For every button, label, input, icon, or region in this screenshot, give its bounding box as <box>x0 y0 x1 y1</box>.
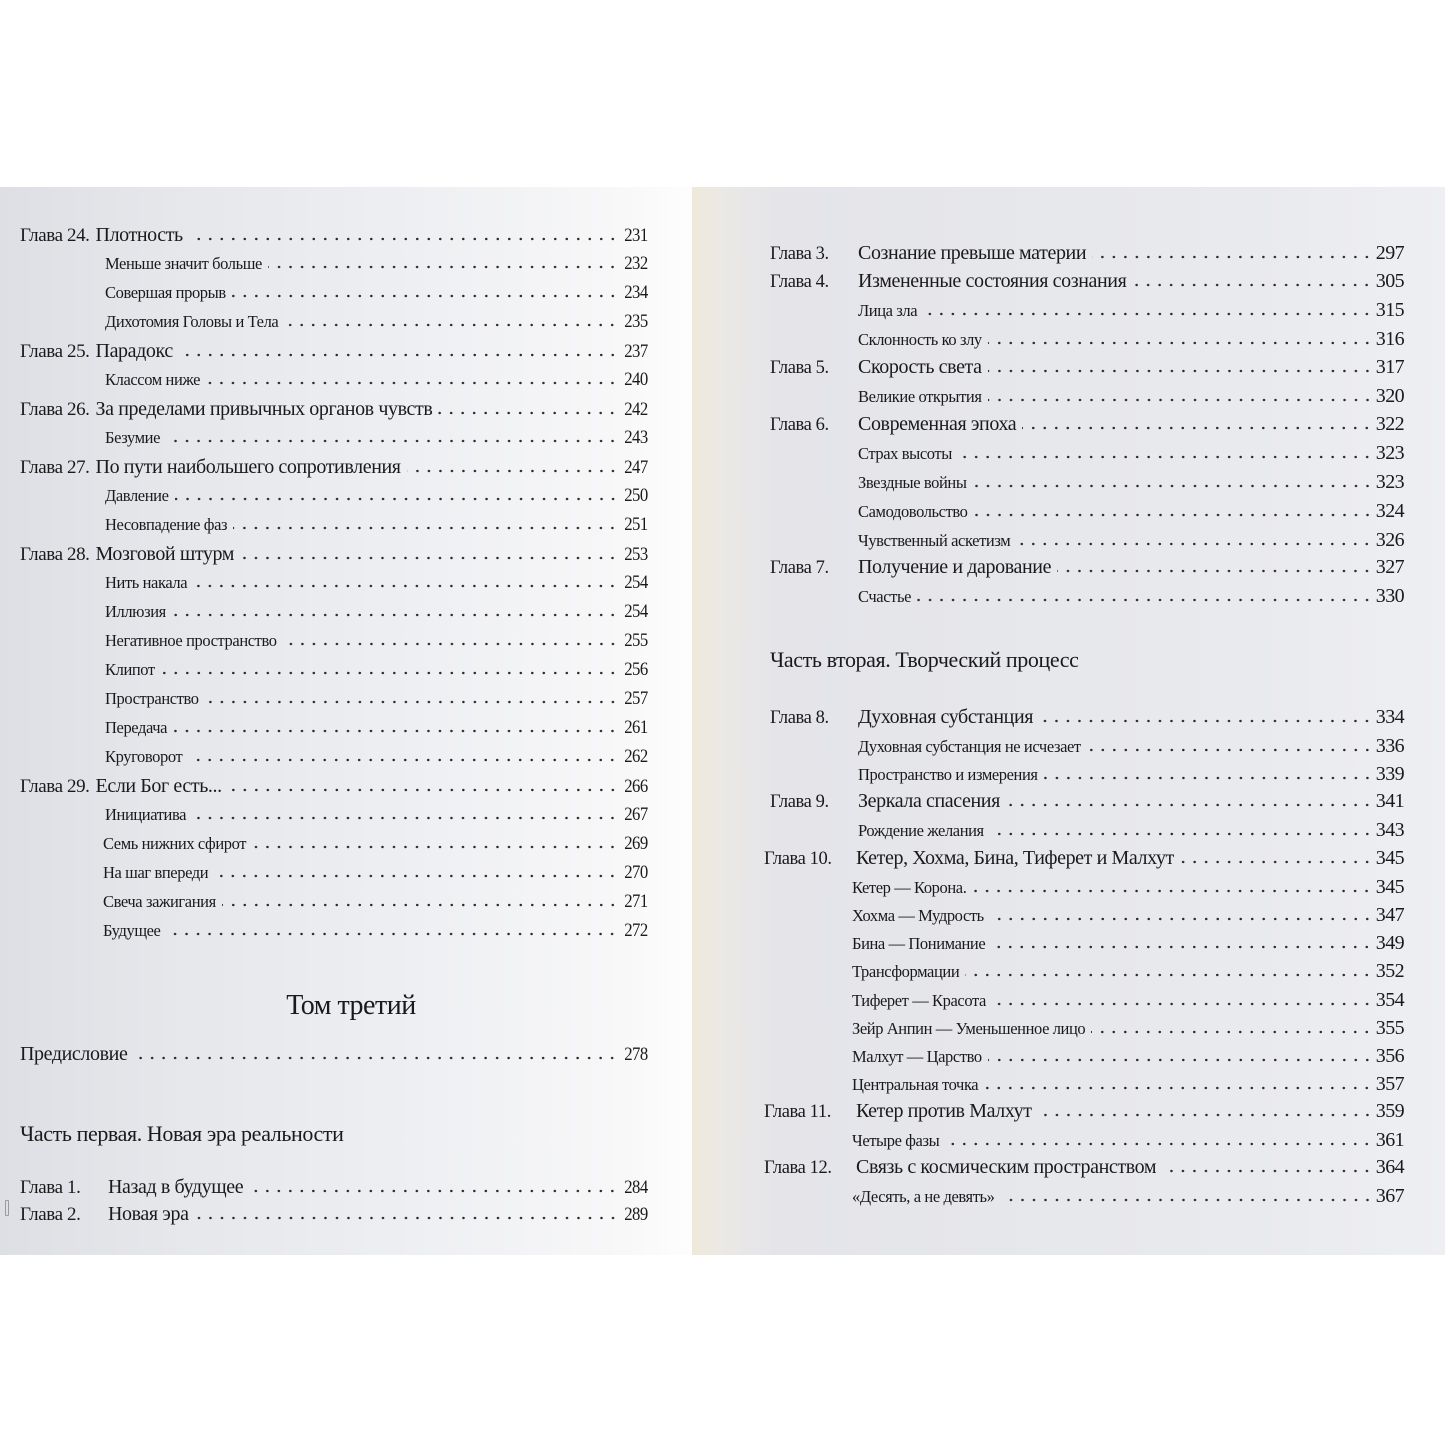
dot-leader <box>175 496 619 502</box>
page-number: 235 <box>624 311 648 332</box>
page-number: 352 <box>1375 960 1404 982</box>
toc-entry-chapter-8[interactable] <box>770 706 1404 729</box>
toc-entry-section[interactable] <box>770 1129 1404 1152</box>
chapter-title: Скорость света <box>858 356 982 378</box>
page-number: 247 <box>624 457 648 478</box>
section-title: Пространство <box>105 689 199 708</box>
toc-entry-section[interactable] <box>770 328 1404 351</box>
page-number: 323 <box>1375 471 1404 493</box>
page-number: 255 <box>624 630 648 651</box>
page-number: 349 <box>1375 932 1404 954</box>
section-title: Семь нижних сфирот <box>103 834 247 853</box>
dot-leader <box>1038 1112 1373 1118</box>
section-title: «Десять, а не девять» <box>852 1187 995 1206</box>
toc-entry-chapter-1[interactable] <box>20 1176 648 1199</box>
page-number: 315 <box>1375 299 1404 321</box>
page-number: 261 <box>624 717 648 738</box>
dot-leader <box>1001 1197 1373 1203</box>
toc-entry-section[interactable] <box>770 471 1404 494</box>
dot-leader <box>1162 1168 1373 1174</box>
dot-leader <box>1057 568 1373 574</box>
page-number: 320 <box>1375 385 1404 407</box>
page-number: 317 <box>1375 356 1404 378</box>
dot-leader <box>973 483 1373 489</box>
toc-entry-chapter-3[interactable] <box>770 242 1404 265</box>
page-number: 341 <box>1375 790 1404 812</box>
page-number: 322 <box>1375 413 1404 435</box>
toc-entry-chapter-5[interactable] <box>770 356 1404 379</box>
dot-leader <box>988 340 1373 346</box>
page-number: 367 <box>1375 1185 1404 1207</box>
section-title: Меньше значит больше <box>105 254 262 273</box>
page-number: 257 <box>624 688 648 709</box>
toc-entry-section[interactable] <box>20 659 648 681</box>
toc-entry-section[interactable] <box>20 630 648 652</box>
dot-leader <box>222 902 619 908</box>
toc-entry-section[interactable] <box>20 920 648 942</box>
toc-entry-section[interactable] <box>20 311 648 333</box>
page-number: 231 <box>624 225 648 246</box>
dot-leader <box>1044 775 1373 781</box>
toc-entry-section[interactable] <box>20 862 648 884</box>
page-number: 278 <box>624 1044 648 1065</box>
section-title: Трансформации <box>852 962 960 981</box>
section-title: Нить накала <box>105 573 188 592</box>
section-title: Передача <box>105 718 168 737</box>
page-number: 330 <box>1375 585 1404 607</box>
dot-leader <box>172 612 618 618</box>
chapter-number: Глава 7. <box>770 558 829 578</box>
dot-leader <box>173 728 618 734</box>
section-title: Инициатива <box>105 805 187 824</box>
toc-entry-chapter-26[interactable] <box>20 398 648 421</box>
page-number: 324 <box>1375 500 1404 522</box>
chapter-title: Получение и дарование <box>858 556 1052 578</box>
toc-entry-preface[interactable] <box>20 1043 648 1066</box>
chapter-title: Парадокс <box>95 340 173 362</box>
dot-leader <box>1092 254 1373 260</box>
section-title: Самодовольство <box>858 502 968 521</box>
section-title: Чувственный аскетизм <box>858 531 1011 550</box>
page-number: 355 <box>1375 1017 1404 1039</box>
part-one-heading: Часть первая. Новая эра реальности <box>20 1121 344 1146</box>
section-title: Будущее <box>103 921 161 940</box>
chapter-number: Глава 8. <box>770 708 829 728</box>
volume-title: Том третий <box>286 990 416 1021</box>
dot-leader <box>958 454 1373 460</box>
toc-entry-chapter-11[interactable] <box>764 1100 1404 1123</box>
section-title: Свеча зажигания <box>103 892 216 911</box>
toc-entry-section[interactable] <box>770 960 1404 983</box>
dot-leader <box>438 410 618 416</box>
page-number: 271 <box>624 891 648 912</box>
dot-leader <box>133 1055 618 1061</box>
toc-entry-section[interactable] <box>770 585 1404 608</box>
dot-leader <box>205 699 619 705</box>
section-title: Бина — Понимание <box>852 934 986 953</box>
toc-entry-section[interactable] <box>20 833 648 855</box>
toc-entry-section[interactable] <box>770 876 1404 899</box>
chapter-title: Плотность <box>95 224 183 246</box>
toc-entry-section[interactable] <box>20 427 648 449</box>
dot-leader <box>1022 425 1373 431</box>
page-number: 356 <box>1375 1045 1404 1067</box>
page-number: 242 <box>624 399 648 420</box>
page-number: 254 <box>624 572 648 593</box>
dot-leader <box>240 555 618 561</box>
toc-entry-section[interactable] <box>20 485 648 507</box>
section-title: Зейр Анпин — Уменьшенное лицо <box>852 1019 1086 1038</box>
dot-leader <box>988 397 1373 403</box>
toc-entry-section[interactable] <box>770 763 1404 786</box>
dot-leader <box>990 916 1373 922</box>
section-title: Клипот <box>105 660 155 679</box>
page-number: 345 <box>1375 847 1404 869</box>
section-title: Центральная точка <box>852 1075 979 1094</box>
page-number: 240 <box>624 369 648 390</box>
page-number: 232 <box>624 253 648 274</box>
dot-leader <box>988 1057 1373 1063</box>
toc-entry-chapter-28[interactable] <box>20 543 648 566</box>
section-title: Пространство и измерения <box>858 765 1038 784</box>
dot-leader <box>407 468 619 474</box>
dot-leader <box>268 264 618 270</box>
chapter-number: Глава 10. <box>764 849 832 869</box>
dot-leader <box>990 831 1373 837</box>
chapter-number: Глава 26. <box>20 399 90 420</box>
chapter-title: Назад в будущее <box>108 1176 244 1198</box>
page-number: 237 <box>624 341 648 362</box>
toc-entry-section[interactable] <box>770 1017 1404 1040</box>
toc-entry-chapter-7[interactable] <box>770 556 1404 579</box>
dot-leader <box>992 1001 1373 1007</box>
page-number: 243 <box>624 427 648 448</box>
dot-leader <box>161 670 619 676</box>
page-number: 269 <box>624 833 648 854</box>
section-title: Малхут — Царство <box>852 1047 982 1066</box>
toc-entry-section[interactable] <box>20 717 648 739</box>
dot-leader <box>1006 802 1373 808</box>
page-number: 254 <box>624 601 648 622</box>
section-title: Склонность ко злу <box>858 330 982 349</box>
toc-entry-section[interactable] <box>770 989 1404 1012</box>
chapter-number: Глава 4. <box>770 272 829 292</box>
toc-entry-section[interactable] <box>20 891 648 913</box>
chapter-number: Глава 29. <box>20 776 90 797</box>
dot-leader <box>189 236 619 242</box>
dot-leader <box>984 1085 1373 1091</box>
section-title: Тиферет — Красота <box>852 991 986 1010</box>
toc-entry-section[interactable] <box>770 442 1404 465</box>
dot-leader <box>252 844 618 850</box>
page-number: 305 <box>1375 270 1404 292</box>
dot-leader <box>166 438 618 444</box>
chapter-number: Глава 9. <box>770 792 829 812</box>
section-title: Классом ниже <box>105 370 201 389</box>
section-title: Иллюзия <box>105 602 166 621</box>
page-number: 357 <box>1375 1073 1404 1095</box>
chapter-title: Новая эра <box>108 1203 189 1225</box>
page-number: 272 <box>624 920 648 941</box>
toc-entry-section[interactable] <box>20 601 648 623</box>
section-title: Кетер — Корона. <box>852 878 967 897</box>
toc-entry-section[interactable] <box>770 932 1404 955</box>
page-number: 316 <box>1375 328 1404 350</box>
preface-title: Предисловие <box>20 1043 128 1065</box>
toc-entry-chapter-25[interactable] <box>20 340 648 363</box>
toc-entry-section[interactable] <box>20 804 648 826</box>
page-number: 270 <box>624 862 648 883</box>
toc-entry-section[interactable] <box>770 1073 1404 1096</box>
dot-leader <box>214 873 618 879</box>
page-number: 253 <box>624 544 648 565</box>
section-title: Хохма — Мудрость <box>852 906 984 925</box>
dot-leader <box>233 525 618 531</box>
toc-entry-section[interactable] <box>770 529 1404 552</box>
dot-leader <box>206 380 618 386</box>
toc-entry-chapter-27[interactable] <box>20 456 648 479</box>
dot-leader <box>1180 859 1373 865</box>
dot-leader <box>1016 541 1373 547</box>
dot-leader <box>166 931 618 937</box>
page-number: 250 <box>624 485 648 506</box>
chapter-title: Измененные состояния сознания <box>858 270 1127 292</box>
toc-entry-section[interactable] <box>20 572 648 594</box>
part-two-heading: Часть вторая. Творческий процесс <box>770 647 1079 672</box>
dot-leader <box>249 1188 618 1194</box>
page-number: 354 <box>1375 989 1404 1011</box>
toc-entry-chapter-24[interactable] <box>20 224 648 247</box>
chapter-title: Сознание превыше материи <box>858 242 1087 264</box>
dot-leader <box>188 757 618 763</box>
left-page <box>0 187 692 1255</box>
chapter-number: Глава 3. <box>770 244 829 264</box>
dot-leader <box>974 512 1373 518</box>
toc-entry-section[interactable] <box>770 819 1404 842</box>
dot-leader <box>1091 1029 1373 1035</box>
page-number: 334 <box>1375 706 1404 728</box>
page-number: 256 <box>624 659 648 680</box>
toc-entry-chapter-2[interactable] <box>20 1203 648 1226</box>
dot-leader <box>991 944 1373 950</box>
toc-entry-section[interactable] <box>770 500 1404 523</box>
toc-entry-section[interactable] <box>770 735 1404 758</box>
dot-leader <box>972 888 1372 894</box>
page-number: 361 <box>1375 1129 1404 1151</box>
page-number: 347 <box>1375 904 1404 926</box>
toc-entry-section[interactable] <box>770 385 1404 408</box>
chapter-number: Глава 28. <box>20 544 90 565</box>
toc-entry-chapter-29[interactable] <box>20 775 648 798</box>
dot-leader <box>965 972 1373 978</box>
section-title: Безумие <box>105 428 160 447</box>
dot-leader <box>1132 282 1372 288</box>
page-edge-mark <box>5 1200 9 1216</box>
toc-entry-chapter-6[interactable] <box>770 413 1404 436</box>
section-title: Рождение желания <box>858 821 984 840</box>
chapter-number: Глава 12. <box>764 1158 832 1178</box>
section-title: Давление <box>105 486 169 505</box>
page-number: 359 <box>1375 1100 1404 1122</box>
section-title: Звездные войны <box>858 473 967 492</box>
dot-leader <box>192 815 618 821</box>
page-number: 339 <box>1375 763 1404 785</box>
chapter-number: Глава 6. <box>770 415 829 435</box>
dot-leader <box>232 293 619 299</box>
chapter-number: Глава 24. <box>20 225 90 246</box>
section-title: Круговорот <box>105 747 183 766</box>
page-number: 267 <box>624 804 648 825</box>
chapter-title: За пределами привычных органов чувств <box>95 398 433 420</box>
dot-leader <box>988 368 1373 374</box>
chapter-number: Глава 2. <box>20 1204 81 1225</box>
chapter-title: Кетер против Малхут <box>856 1100 1032 1122</box>
chapter-number: Глава 25. <box>20 341 90 362</box>
toc-entry-section[interactable] <box>20 282 648 304</box>
page-number: 327 <box>1375 556 1404 578</box>
dot-leader <box>193 583 618 589</box>
section-title: Совершая прорыв <box>105 283 226 302</box>
chapter-number: Глава 27. <box>20 457 90 478</box>
chapter-title: Зеркала спасения <box>858 790 1000 812</box>
toc-entry-section[interactable] <box>770 1045 1404 1068</box>
toc-entry-chapter-9[interactable] <box>770 790 1404 813</box>
chapter-title: Мозговой штурм <box>95 543 235 565</box>
chapter-title: Если Бог есть... <box>95 775 222 797</box>
section-title: Четыре фазы <box>852 1131 940 1150</box>
dot-leader <box>1039 718 1373 724</box>
chapter-number: Глава 5. <box>770 358 829 378</box>
page-number: 364 <box>1375 1156 1404 1178</box>
section-title: На шаг впереди <box>103 863 209 882</box>
page-number: 289 <box>624 1204 648 1225</box>
toc-entry-chapter-4[interactable] <box>770 270 1404 293</box>
dot-leader <box>284 322 618 328</box>
page-number: 345 <box>1375 876 1404 898</box>
section-title: Духовная субстанция не исчезает <box>858 737 1081 756</box>
dot-leader <box>945 1141 1373 1147</box>
toc-entry-section[interactable] <box>770 904 1404 927</box>
page-number: 234 <box>624 282 648 303</box>
dot-leader <box>1087 747 1373 753</box>
toc-entry-chapter-10[interactable] <box>764 847 1404 870</box>
section-title: Дихотомия Головы и Тела <box>105 312 279 331</box>
dot-leader <box>195 1215 619 1221</box>
chapter-number: Глава 1. <box>20 1177 81 1198</box>
chapter-number: Глава 11. <box>764 1102 831 1122</box>
chapter-title: Современная эпоха <box>858 413 1017 435</box>
dot-leader <box>923 311 1373 317</box>
toc-entry-section[interactable] <box>20 746 648 768</box>
section-title: Страх высоты <box>858 444 952 463</box>
dot-leader <box>228 787 619 793</box>
dot-leader <box>283 641 619 647</box>
toc-entry-section[interactable] <box>20 253 648 275</box>
page-number: 251 <box>624 514 648 535</box>
toc-entry-chapter-12[interactable] <box>764 1156 1404 1179</box>
section-title: Негативное пространство <box>105 631 277 650</box>
page-number: 336 <box>1375 735 1404 757</box>
toc-entry-section[interactable] <box>20 688 648 710</box>
dot-leader <box>179 352 618 358</box>
page-number: 266 <box>624 776 648 797</box>
dot-leader <box>917 597 1373 603</box>
toc-entry-section[interactable] <box>770 299 1404 322</box>
page-number: 284 <box>624 1177 648 1198</box>
page-number: 262 <box>624 746 648 767</box>
right-page <box>692 187 1445 1255</box>
section-title: Великие открытия <box>858 387 982 406</box>
toc-entry-section[interactable] <box>20 369 648 391</box>
section-title: Несовпадение фаз <box>105 515 228 534</box>
section-title: Счастье <box>858 587 911 606</box>
chapter-title: Духовная субстанция <box>858 706 1034 728</box>
chapter-title: По пути наибольшего сопротивления <box>95 456 401 478</box>
page-number: 323 <box>1375 442 1404 464</box>
page-number: 297 <box>1375 242 1404 264</box>
toc-entry-section[interactable] <box>770 1185 1404 1208</box>
section-title: Лица зла <box>858 301 918 320</box>
page-number: 326 <box>1375 529 1404 551</box>
chapter-title: Кетер, Хохма, Бина, Тиферет и Малхут <box>856 847 1174 869</box>
page-number: 343 <box>1375 819 1404 841</box>
chapter-title: Связь с космическим пространством <box>856 1156 1157 1178</box>
toc-entry-section[interactable] <box>20 514 648 536</box>
